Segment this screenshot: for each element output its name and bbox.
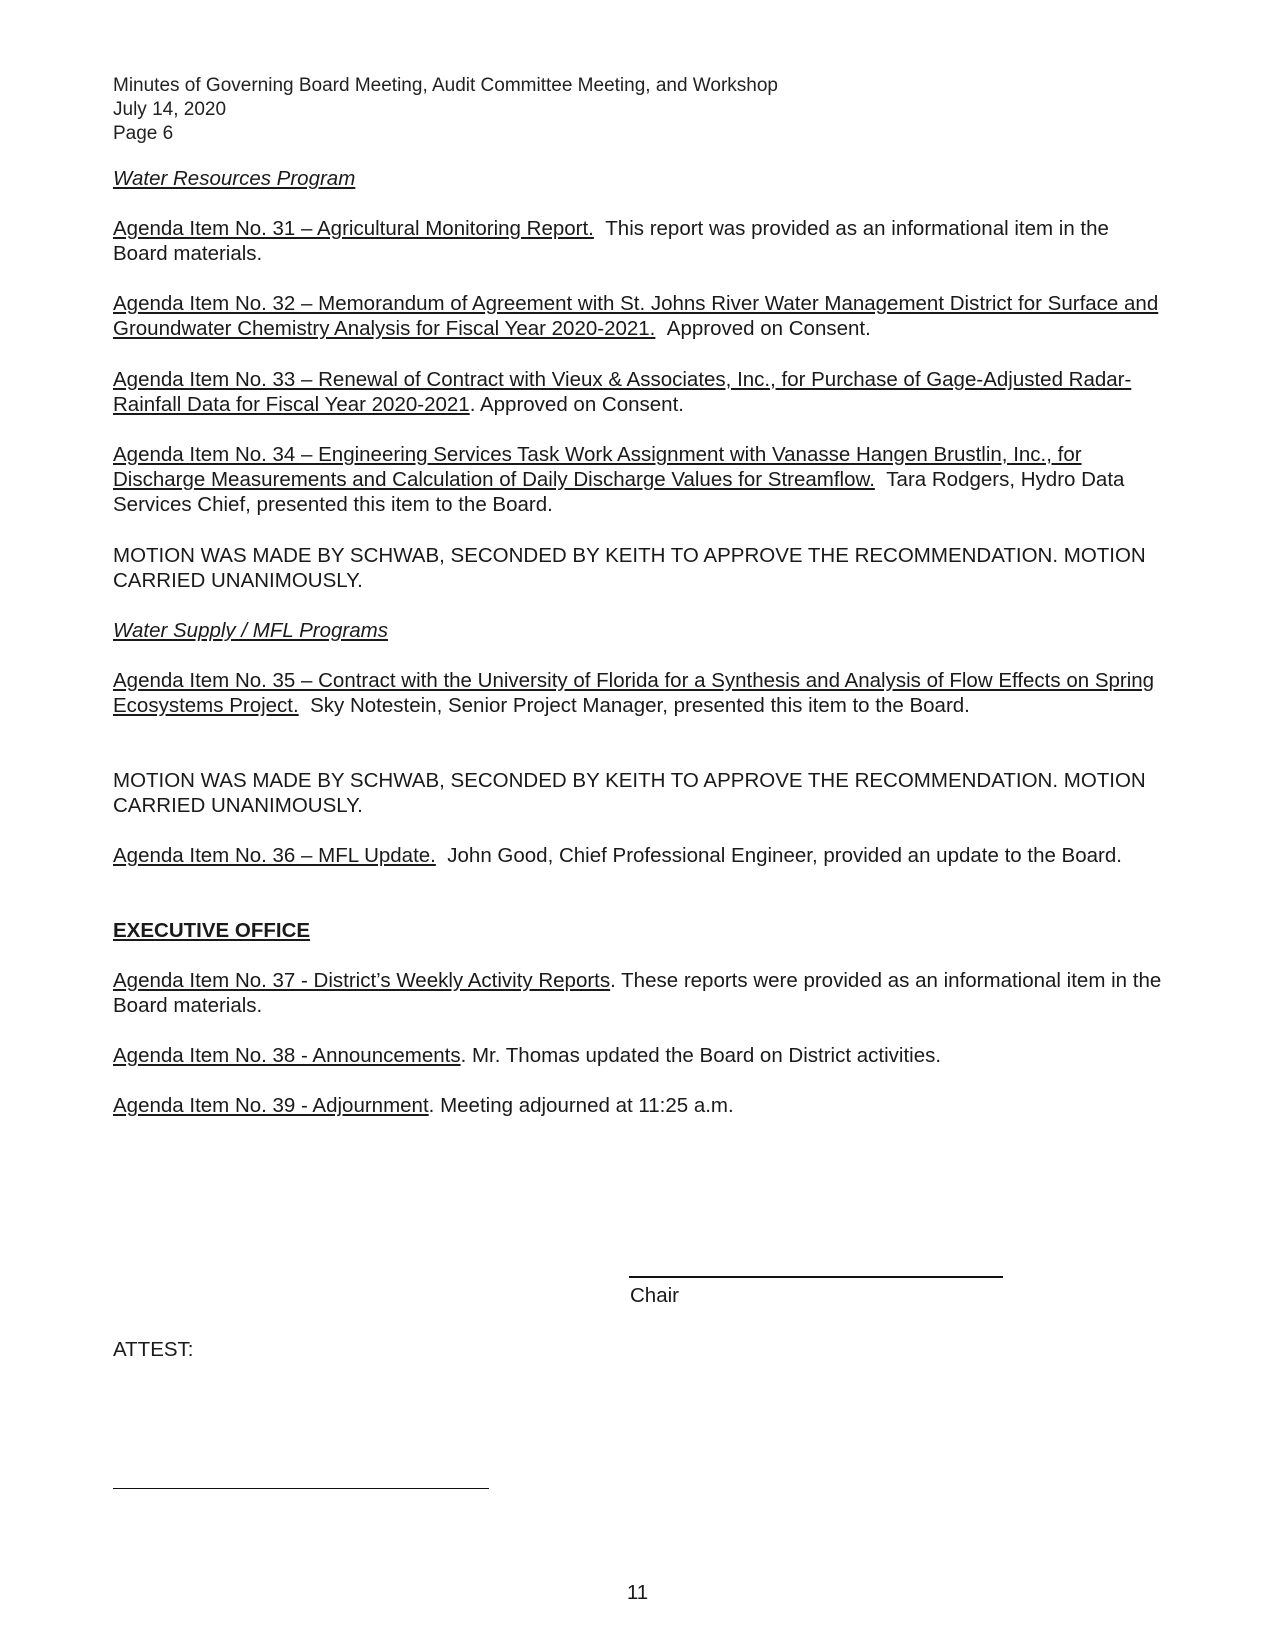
section-executive-office [113,918,1163,943]
agenda-item-34 [113,442,1163,517]
agenda-item-39 [113,1093,1163,1118]
agenda-item-36-title: Agenda Item No. 36 – MFL Update. [113,844,436,867]
section-water-supply [113,618,1163,643]
agenda-item-37 [113,968,1163,1018]
motion-item-34: MOTION WAS MADE BY SCHWAB, SECONDED BY KEITH TO APPROVE THE RECOMMENDATION. MOTION CARRIED UNANIMOUSLY. [113,544,1146,592]
agenda-item-39-title: Agenda Item No. 39 - Adjournment [113,1094,429,1117]
section-water-resources [113,166,1163,191]
agenda-item-37-title: Agenda Item No. 37 - District’s Weekly Activity Reports [113,969,611,992]
header-page: Page 6 [113,123,174,144]
agenda-item-34-title: Agenda Item No. 34 – Engineering Services Task Work Assignment with Vanasse Hangen Brustlin, Inc., for Discharge Measurements and Calculation of Daily Discharge Values for Streamflow. [113,443,1082,491]
section-heading-water-supply: Water Supply / MFL Programs [113,619,388,642]
agenda-item-33-text: . Approved on Consent. [469,393,684,416]
agenda-item-37-text: . These reports were provided as an informational item in the Board materials. [113,969,1162,1017]
motion-item-35: MOTION WAS MADE BY SCHWAB, SECONDED BY KEITH TO APPROVE THE RECOMMENDATION. MOTION CARRIED UNANIMOUSLY. [113,769,1146,817]
agenda-item-36-text: John Good, Chief Professional Engineer, provided an update to the Board. [447,844,1122,867]
page-number: 11 [626,1581,649,1604]
agenda-item-31-text: This report was provided as an informational item in the Board materials. [113,217,1109,265]
agenda-item-31-title: Agenda Item No. 31 – Agricultural Monitoring Report. [113,217,594,240]
agenda-item-33-title: Agenda Item No. 33 – Renewal of Contract with Vieux & Associates, Inc., for Purchase of Gage-Adjusted Radar-Rainfall Data for Fiscal Year 2020-2021 [113,368,1132,416]
header-date: July 14, 2020 [113,99,227,120]
agenda-item-39-text: . Meeting adjourned at 11:25 a.m. [428,1094,734,1117]
chair-label: Chair [630,1284,679,1307]
chair-signature-line [629,1276,1003,1278]
attest-label: ATTEST: [113,1338,194,1361]
agenda-item-36 [113,843,1163,868]
agenda-item-35 [113,668,1163,718]
agenda-item-34-text: Tara Rodgers, Hydro Data Services Chief, presented this item to the Board. [113,468,1125,516]
attest-signature-line [113,1488,489,1489]
agenda-item-31 [113,216,1163,266]
header-title: Minutes of Governing Board Meeting, Audit Committee Meeting, and Workshop [113,75,778,96]
agenda-item-33 [113,367,1163,417]
agenda-item-38 [113,1043,1163,1068]
agenda-item-38-title: Agenda Item No. 38 - Announcements [113,1044,461,1067]
agenda-item-32-title: Agenda Item No. 32 – Memorandum of Agreement with St. Johns River Water Management District for Surface and Groundwater Chemistry Analysis for Fiscal Year 2020-2021. [113,292,1159,340]
agenda-item-35-text: Sky Notestein, Senior Project Manager, presented this item to the Board. [310,694,970,717]
section-heading-executive-office: EXECUTIVE OFFICE [113,919,311,942]
agenda-item-35-title: Agenda Item No. 35 – Contract with the University of Florida for a Synthesis and Analysis of Flow Effects on Spring Ecosystems Project. [113,669,1155,717]
agenda-item-38-text: . Mr. Thomas updated the Board on District activities. [460,1044,942,1067]
agenda-item-32-text: Approved on Consent. [666,317,871,340]
section-heading-water-resources: Water Resources Program [113,167,356,190]
agenda-item-32 [113,291,1163,341]
page-header [113,74,778,146]
